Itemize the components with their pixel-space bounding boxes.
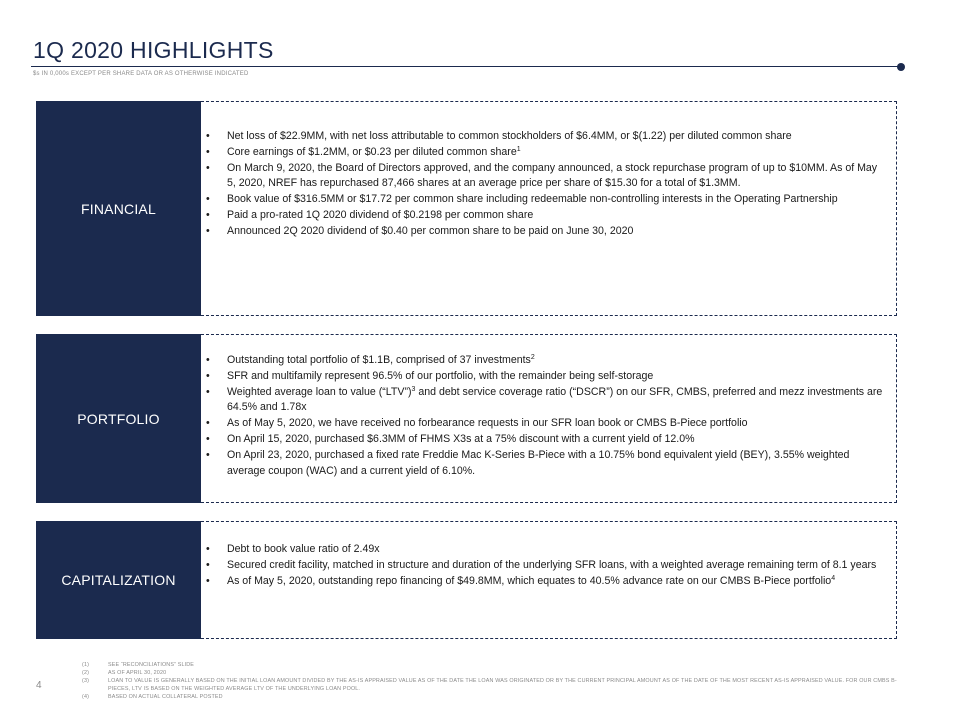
- footnote: [82, 669, 912, 677]
- title-divider: [31, 66, 900, 67]
- bullet-list: [201, 353, 884, 479]
- section-label: FINANCIAL: [36, 101, 201, 316]
- bullet-item: • SFR and multifamily represent 96.5% of our portfolio, with the remainder being self-storage: [201, 369, 884, 385]
- footnote-text: BASED ON ACTUAL COLLATERAL POSTED: [108, 694, 223, 701]
- bullet-item: • Debt to book value ratio of 2.49x: [201, 542, 884, 558]
- capitalization-section: [36, 521, 897, 639]
- financial-section: [36, 101, 897, 316]
- section-content: [201, 521, 897, 639]
- footnote: [82, 661, 912, 669]
- bullet-item: • As of May 5, 2020, outstanding repo financing of $49.8MM, which equates to 40.5% advance rate on our CMBS B-Piece portfolio$^4$: [201, 574, 884, 590]
- footnote-ref: 2: [530, 354, 535, 361]
- bullet-item: • As of May 5, 2020, we have received no forbearance requests in our SFR loan book or CMBS B-Piece portfolio: [201, 416, 884, 432]
- bullet-item: • On April 23, 2020, purchased a fixed rate Freddie Mac K-Series B-Piece with a 10.75% bond equivalent yield (BEY), 3.55% weighted average coupon (WAC) and a current yield of 6.10%.: [201, 448, 884, 480]
- bullet-list: [201, 129, 884, 240]
- footnote-text: LOAN TO VALUE IS GENERALLY BASED ON THE INITIAL LOAN AMOUNT DIVIDED BY THE AS-IS APPRAISED VALUE AS OF THE DATE THE LOAN WAS ORIGINATED OR BY THE CURRENT PRINCIPAL AMOUNT AS OF THE DATE OF THE MOST RECENT AS-IS APPRAISED VALUE. FOR OUR CMBS B-PIECES, LTV IS BASED ON THE WEIGHTED AVERAGE LTV OF THE UNDERLYING LOAN POOL.: [108, 678, 897, 693]
- section-content: [201, 334, 897, 503]
- footnote-number: (3): [82, 678, 90, 685]
- page-title: 1Q 2020 HIGHLIGHTS: [33, 37, 274, 63]
- footnote: [82, 693, 912, 701]
- footnote-text: AS OF APRIL 30, 2020: [108, 670, 167, 677]
- bullet-item: • Book value of $316.5MM or $17.72 per common share including redeemable non-controlling interests in the Operating Partnership: [201, 192, 884, 208]
- footnote-number: (2): [82, 670, 90, 677]
- footnote-ref: 1: [516, 145, 521, 153]
- section-label: PORTFOLIO: [36, 334, 201, 503]
- bullet-item: • Paid a pro-rated 1Q 2020 dividend of $0.2198 per common share: [201, 208, 884, 224]
- bullet-item: • Weighted average loan to value (“LTV”)$^3$ and debt service coverage ratio (“DSCR”) on our SFR, CMBS, preferred and mezz investments are 64.5% and 1.78x: [201, 385, 884, 417]
- title-divider-dot: [897, 63, 905, 71]
- page-number: 4: [36, 680, 42, 691]
- footnote-number: (4): [82, 694, 90, 701]
- bullet-list: [201, 542, 884, 589]
- footnote-number: (1): [82, 662, 90, 668]
- page-subtitle: $s IN 0,000s EXCEPT PER SHARE DATA OR AS OTHERWISE INDICATED: [33, 71, 249, 77]
- bullet-item: • Secured credit facility, matched in structure and duration of the underlying SFR loans, with a weighted average remaining term of 8.1 years: [201, 558, 884, 574]
- section-content: [201, 101, 897, 316]
- bullet-item: • Outstanding total portfolio of $1.1B, comprised of 37 investments$^2$: [201, 353, 884, 369]
- footnote: [82, 677, 912, 693]
- bullet-item: • On March 9, 2020, the Board of Directors approved, and the company announced, a stock repurchase program of up to $10MM. As of May 5, 2020, NREF has repurchased 87,466 shares at an average price per share of $15.30 for a total of $1.3MM.: [201, 161, 884, 193]
- bullet-item: • On April 15, 2020, purchased $6.3MM of FHMS X3s at a 75% discount with a current yield of 12.0%: [201, 432, 884, 448]
- bullet-item: • Core earnings of $1.2MM, or $0.23 per diluted common share$^1$: [201, 145, 884, 161]
- footnote-ref: 4: [831, 574, 836, 582]
- bullet-item: • Announced 2Q 2020 dividend of $0.40 per common share to be paid on June 30, 2020: [201, 224, 884, 240]
- footnote-text: SEE “RECONCILIATIONS” SLIDE: [108, 662, 195, 668]
- bullet-item: • Net loss of $22.9MM, with net loss attributable to common stockholders of $6.4MM, or $(1.22) per diluted common share: [201, 129, 884, 145]
- section-label: CAPITALIZATION: [36, 521, 201, 639]
- footnote-ref: 3: [411, 385, 416, 393]
- portfolio-section: [36, 334, 897, 503]
- footnotes: [82, 661, 912, 701]
